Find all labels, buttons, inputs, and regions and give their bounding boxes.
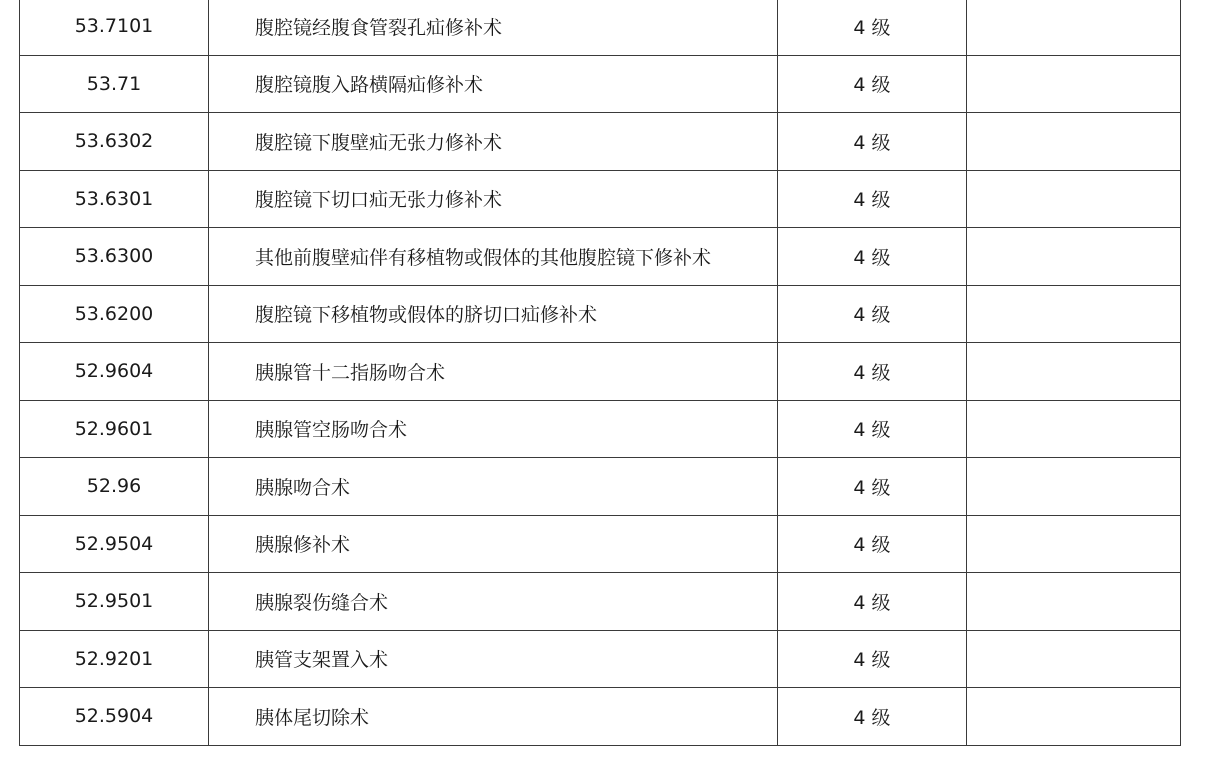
- procedure-level: 4 级: [778, 400, 967, 458]
- table-row: [20, 228, 1181, 286]
- procedure-level: 4 级: [778, 113, 967, 171]
- procedure-name: 胰腺裂伤缝合术: [209, 573, 778, 631]
- procedure-code: 52.9601: [20, 400, 209, 458]
- procedure-note: [967, 400, 1181, 458]
- procedure-name: 腹腔镜腹入路横隔疝修补术: [209, 55, 778, 113]
- procedure-table-container: [19, 0, 1180, 746]
- table-row: [20, 55, 1181, 113]
- procedure-note: [967, 55, 1181, 113]
- table-row: [20, 170, 1181, 228]
- procedure-code: 53.7101: [20, 0, 209, 55]
- procedure-code: 53.6301: [20, 170, 209, 228]
- procedure-level: 4 级: [778, 515, 967, 573]
- procedure-note: [967, 170, 1181, 228]
- procedure-name: 胰腺修补术: [209, 515, 778, 573]
- procedure-note: [967, 0, 1181, 55]
- procedure-code: 52.9501: [20, 573, 209, 631]
- procedure-name: 胰管支架置入术: [209, 630, 778, 688]
- procedure-level: 4 级: [778, 458, 967, 516]
- table-row: [20, 400, 1181, 458]
- procedure-name: 腹腔镜下腹壁疝无张力修补术: [209, 113, 778, 171]
- procedure-code: 53.6200: [20, 285, 209, 343]
- table-row: [20, 515, 1181, 573]
- procedure-code: 52.5904: [20, 688, 209, 746]
- procedure-name: 胰腺管十二指肠吻合术: [209, 343, 778, 401]
- table-row: [20, 458, 1181, 516]
- procedure-level: 4 级: [778, 0, 967, 55]
- procedure-code: 53.71: [20, 55, 209, 113]
- procedure-note: [967, 688, 1181, 746]
- procedure-code: 52.9604: [20, 343, 209, 401]
- procedure-note: [967, 113, 1181, 171]
- procedure-note: [967, 458, 1181, 516]
- procedure-name: 腹腔镜经腹食管裂孔疝修补术: [209, 0, 778, 55]
- procedure-note: [967, 228, 1181, 286]
- procedure-code: 53.6302: [20, 113, 209, 171]
- procedure-code: 52.9201: [20, 630, 209, 688]
- procedure-code: 53.6300: [20, 228, 209, 286]
- table-row: [20, 343, 1181, 401]
- table-row: [20, 113, 1181, 171]
- procedure-level: 4 级: [778, 228, 967, 286]
- procedure-note: [967, 515, 1181, 573]
- procedure-level: 4 级: [778, 343, 967, 401]
- procedure-code: 52.9504: [20, 515, 209, 573]
- table-row: [20, 688, 1181, 746]
- procedure-level: 4 级: [778, 630, 967, 688]
- procedure-note: [967, 285, 1181, 343]
- procedure-name: 胰腺吻合术: [209, 458, 778, 516]
- table-row: [20, 285, 1181, 343]
- table-row: [20, 573, 1181, 631]
- procedure-level: 4 级: [778, 170, 967, 228]
- procedure-note: [967, 573, 1181, 631]
- procedure-name: 胰体尾切除术: [209, 688, 778, 746]
- procedure-table: [19, 0, 1181, 746]
- procedure-code: 52.96: [20, 458, 209, 516]
- procedure-note: [967, 343, 1181, 401]
- procedure-level: 4 级: [778, 285, 967, 343]
- procedure-level: 4 级: [778, 573, 967, 631]
- procedure-name: 腹腔镜下切口疝无张力修补术: [209, 170, 778, 228]
- procedure-name: 腹腔镜下移植物或假体的脐切口疝修补术: [209, 285, 778, 343]
- table-row: [20, 630, 1181, 688]
- procedure-note: [967, 630, 1181, 688]
- table-row: [20, 0, 1181, 55]
- procedure-name: 其他前腹壁疝伴有移植物或假体的其他腹腔镜下修补术: [209, 228, 778, 286]
- procedure-level: 4 级: [778, 688, 967, 746]
- procedure-level: 4 级: [778, 55, 967, 113]
- procedure-name: 胰腺管空肠吻合术: [209, 400, 778, 458]
